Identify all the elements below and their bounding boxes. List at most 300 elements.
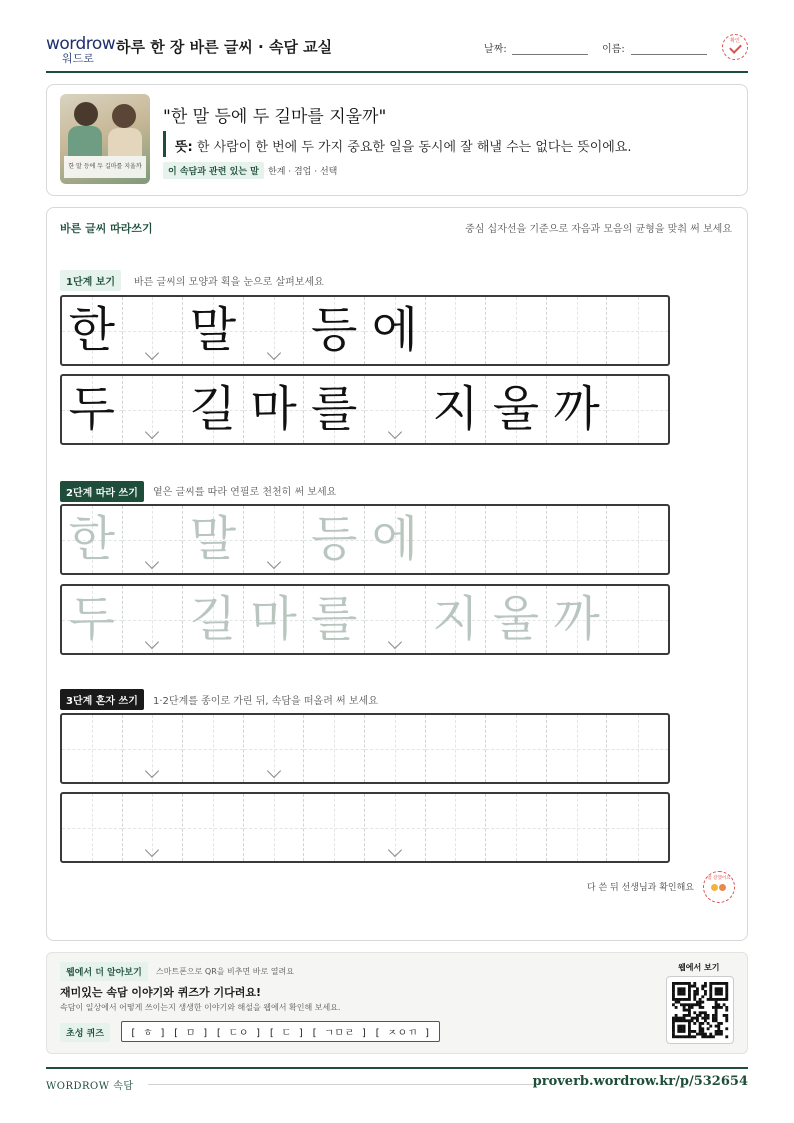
grid-cell[interactable] xyxy=(62,715,123,782)
qr-module xyxy=(701,1027,704,1030)
qr-module xyxy=(672,993,675,996)
qr-module xyxy=(712,1006,715,1009)
qr-module xyxy=(720,1033,723,1036)
qr-module xyxy=(715,1033,718,1036)
grid-cell[interactable] xyxy=(244,715,305,782)
grid-cell[interactable] xyxy=(486,715,547,782)
grid-cell xyxy=(486,376,547,443)
qr-module xyxy=(672,1022,675,1025)
qr-module xyxy=(693,1030,696,1033)
grid-cell xyxy=(244,297,305,364)
qr-module xyxy=(725,982,728,985)
grid-cell xyxy=(426,297,487,364)
grid-cell[interactable] xyxy=(547,506,608,573)
qr-module xyxy=(720,1022,723,1025)
qr-module xyxy=(696,1019,699,1022)
qr-module xyxy=(725,985,728,988)
qr-module xyxy=(717,1006,720,1009)
qr-module xyxy=(715,993,718,996)
grid-character: 까 xyxy=(553,381,600,437)
grid-cell xyxy=(244,376,305,443)
qr-module xyxy=(691,1019,694,1022)
qr-module xyxy=(696,987,699,990)
qr-module xyxy=(717,982,720,985)
qr-module xyxy=(693,990,696,993)
qr-module xyxy=(704,1017,707,1020)
qr-module xyxy=(699,1025,702,1028)
qr-module xyxy=(688,995,691,998)
qr-module xyxy=(688,1030,691,1033)
grid-cell xyxy=(62,297,123,364)
qr-module xyxy=(715,982,718,985)
qr-module xyxy=(725,1035,728,1038)
figure-head-left xyxy=(74,102,98,126)
grid-character: 길 xyxy=(189,381,237,437)
grid-cell[interactable] xyxy=(183,715,244,782)
qr-module xyxy=(709,982,712,985)
qr-module xyxy=(709,993,712,996)
qr-module xyxy=(704,993,707,996)
qr-module xyxy=(725,1027,728,1030)
qr-module xyxy=(709,987,712,990)
qr-module xyxy=(683,987,686,990)
qr-module xyxy=(704,1011,707,1014)
qr-module xyxy=(715,1011,718,1014)
grid-cell[interactable] xyxy=(365,586,426,653)
qr-module xyxy=(680,998,683,1001)
qr-module xyxy=(693,993,696,996)
grid-character: 한 xyxy=(68,302,115,358)
qr-module xyxy=(693,998,696,1001)
grid-character: 를 xyxy=(311,381,358,437)
grid-character: 를 xyxy=(311,591,358,647)
qr-module xyxy=(699,1001,702,1004)
grid-cell[interactable] xyxy=(365,794,426,861)
qr-module xyxy=(675,1001,678,1004)
grid-cell[interactable] xyxy=(607,715,668,782)
qr-module xyxy=(701,1017,704,1020)
step3-row-2[interactable] xyxy=(60,792,670,863)
qr-module xyxy=(688,990,691,993)
qr-module xyxy=(723,1014,726,1017)
grid-cell[interactable] xyxy=(547,586,608,653)
grid-cell[interactable] xyxy=(183,506,244,573)
qr-module xyxy=(683,1017,686,1020)
qr-module xyxy=(691,985,694,988)
grid-cell[interactable] xyxy=(123,715,184,782)
qr-module xyxy=(672,998,675,1001)
qr-module xyxy=(672,1017,675,1020)
grid-cell[interactable] xyxy=(62,586,123,653)
grid-character: 지 xyxy=(432,381,479,437)
qr-module xyxy=(699,1006,702,1009)
qr-module xyxy=(672,1033,675,1036)
qr-module xyxy=(685,1019,688,1022)
qr-module xyxy=(704,1014,707,1017)
grid-cell[interactable] xyxy=(304,715,365,782)
grid-cell[interactable] xyxy=(183,794,244,861)
qr-module xyxy=(688,993,691,996)
qr-module xyxy=(680,1019,683,1022)
grid-cell xyxy=(183,297,244,364)
grid-cell[interactable] xyxy=(426,715,487,782)
qr-module xyxy=(688,1033,691,1036)
header-divider xyxy=(46,71,748,73)
qr-module xyxy=(680,993,683,996)
qr-module xyxy=(701,1030,704,1033)
step1-row-1 xyxy=(60,295,670,366)
qr-module xyxy=(709,985,712,988)
grid-cell[interactable] xyxy=(304,586,365,653)
good-job-stamp-icon xyxy=(703,871,735,903)
meaning-label: 뜻: xyxy=(175,140,193,155)
grid-cell[interactable] xyxy=(486,794,547,861)
qr-module xyxy=(680,1017,683,1020)
grid-cell xyxy=(426,376,487,443)
grid-character: 에 xyxy=(371,511,418,567)
grid-character: 말 xyxy=(189,302,237,358)
qr-code-icon[interactable] xyxy=(666,976,734,1044)
qr-module xyxy=(688,1003,691,1006)
qr-module xyxy=(683,1006,686,1009)
stamp-label: 확인 xyxy=(730,38,740,44)
space-chevron-icon xyxy=(388,425,402,439)
qr-module xyxy=(677,982,680,985)
qr-module xyxy=(680,1027,683,1030)
grid-cell[interactable] xyxy=(62,794,123,861)
qr-module xyxy=(672,990,675,993)
step1-desc: 바른 글씨의 모양과 획을 눈으로 살펴보세요 xyxy=(134,277,324,288)
step2-desc: 옅은 글씨를 따라 연필로 천천히 써 보세요 xyxy=(153,487,337,498)
date-label: 날짜: xyxy=(484,44,507,55)
qr-module xyxy=(672,1030,675,1033)
space-chevron-icon xyxy=(145,425,159,439)
qr-module xyxy=(725,990,728,993)
qr-module xyxy=(699,1003,702,1006)
qr-module xyxy=(683,1014,686,1017)
qr-module xyxy=(691,1017,694,1020)
qr-module xyxy=(680,1030,683,1033)
qr-module xyxy=(717,1003,720,1006)
qr-module xyxy=(683,1025,686,1028)
qr-module xyxy=(677,1019,680,1022)
grid-cell xyxy=(304,376,365,443)
grid-cell xyxy=(304,297,365,364)
grid-cell[interactable] xyxy=(426,586,487,653)
grid-cell[interactable] xyxy=(365,506,426,573)
space-chevron-icon xyxy=(145,764,159,778)
grid-cell[interactable] xyxy=(244,586,305,653)
qr-module xyxy=(677,1001,680,1004)
qr-module xyxy=(720,993,723,996)
qr-module xyxy=(717,1025,720,1028)
step1-row-2 xyxy=(60,374,670,445)
grid-cell[interactable] xyxy=(486,586,547,653)
qr-module xyxy=(680,990,683,993)
grid-cell xyxy=(123,376,184,443)
web-desc: 속담이 일상에서 어떻게 쓰이는지 생생한 이야기와 해설을 웹에서 확인해 보세요. xyxy=(60,1003,341,1012)
qr-module xyxy=(701,987,704,990)
qr-module xyxy=(675,1006,678,1009)
space-chevron-icon xyxy=(267,764,281,778)
qr-module xyxy=(688,1014,691,1017)
qr-module xyxy=(683,982,686,985)
qr-module xyxy=(715,1019,718,1022)
grid-character: 지 xyxy=(432,591,479,647)
qr-module xyxy=(696,1017,699,1020)
qr-module xyxy=(685,1003,688,1006)
qr-module xyxy=(717,1027,720,1030)
grid-character: 한 xyxy=(68,511,115,567)
qr-module xyxy=(672,1019,675,1022)
qr-module xyxy=(685,1035,688,1038)
qr-module xyxy=(701,1011,704,1014)
qr-module xyxy=(704,1035,707,1038)
qr-module xyxy=(693,982,696,985)
stamp-bottom-label: 참 잘했어요 xyxy=(707,876,731,881)
qr-module xyxy=(683,990,686,993)
qr-module xyxy=(707,1022,710,1025)
qr-module xyxy=(683,1035,686,1038)
qr-module xyxy=(683,1003,686,1006)
grid-cell[interactable] xyxy=(365,715,426,782)
grid-character: 등 xyxy=(311,511,358,567)
qr-module xyxy=(715,1001,718,1004)
space-chevron-icon xyxy=(267,346,281,360)
grid-cell[interactable] xyxy=(426,794,487,861)
qr-module xyxy=(691,1003,694,1006)
space-chevron-icon xyxy=(145,555,159,569)
qr-module xyxy=(680,1003,683,1006)
grid-character: 울 xyxy=(492,591,540,647)
grid-character: 마 xyxy=(250,591,297,647)
qr-module xyxy=(683,993,686,996)
web-title: 재미있는 속담 이야기와 퀴즈가 기다려요! xyxy=(60,986,261,999)
qr-module xyxy=(699,1033,702,1036)
qr-module xyxy=(717,990,720,993)
grid-cell[interactable] xyxy=(183,586,244,653)
qr-module xyxy=(672,985,675,988)
qr-module xyxy=(672,987,675,990)
qr-module xyxy=(699,1030,702,1033)
qr-module xyxy=(717,1022,720,1025)
qr-module xyxy=(717,987,720,990)
qr-module xyxy=(696,1033,699,1036)
qr-module xyxy=(725,1017,728,1020)
practice-note: 중심 십자선을 기준으로 자음과 모음의 균형을 맞춰 써 보세요 xyxy=(465,224,732,235)
grid-cell[interactable] xyxy=(304,794,365,861)
grid-character: 길 xyxy=(189,591,237,647)
qr-module xyxy=(677,987,680,990)
qr-module xyxy=(688,982,691,985)
qr-module xyxy=(725,1014,728,1017)
qr-module xyxy=(704,1033,707,1036)
thumb-caption: 한 말 등에 두 길마를 지울까 xyxy=(64,156,146,178)
qr-module xyxy=(677,990,680,993)
grid-cell xyxy=(365,376,426,443)
qr-module xyxy=(677,1035,680,1038)
grid-character: 말 xyxy=(189,511,237,567)
practice-title: 바른 글씨 따라쓰기 xyxy=(60,222,153,235)
step2-row-1[interactable] xyxy=(60,504,670,575)
qr-module xyxy=(688,1035,691,1038)
qr-module xyxy=(672,1025,675,1028)
qr-module xyxy=(725,995,728,998)
qr-module xyxy=(720,1006,723,1009)
grid-character: 두 xyxy=(68,381,115,437)
grid-cell[interactable] xyxy=(244,794,305,861)
qr-module xyxy=(677,1030,680,1033)
grid-cell[interactable] xyxy=(62,506,123,573)
qr-module xyxy=(683,998,686,1001)
grid-character: 마 xyxy=(250,381,297,437)
qr-module xyxy=(688,998,691,1001)
kid-face-right-icon xyxy=(719,884,726,891)
qr-module xyxy=(675,1017,678,1020)
qr-module xyxy=(691,1006,694,1009)
qr-module xyxy=(693,1003,696,1006)
qr-module xyxy=(704,990,707,993)
qr-module xyxy=(704,985,707,988)
qr-module xyxy=(672,1027,675,1030)
qr-label: 웹에서 보기 xyxy=(678,963,720,972)
grid-character: 에 xyxy=(371,302,418,358)
grid-cell[interactable] xyxy=(123,794,184,861)
qr-module xyxy=(723,998,726,1001)
grid-cell[interactable] xyxy=(607,794,668,861)
qr-module xyxy=(680,987,683,990)
qr-module xyxy=(707,998,710,1001)
grid-cell[interactable] xyxy=(123,586,184,653)
grid-cell[interactable] xyxy=(607,586,668,653)
grid-cell xyxy=(62,376,123,443)
web-tag[interactable]: 웹에서 더 알아보기 xyxy=(60,962,148,981)
qr-module xyxy=(683,1030,686,1033)
qr-module xyxy=(715,987,718,990)
quiz-tag: 초성 퀴즈 xyxy=(60,1023,110,1042)
qr-module xyxy=(693,995,696,998)
qr-module xyxy=(701,1035,704,1038)
qr-module xyxy=(699,1027,702,1030)
qr-module xyxy=(715,1009,718,1012)
qr-module xyxy=(725,1006,728,1009)
qr-module xyxy=(685,1014,688,1017)
grid-cell[interactable] xyxy=(426,506,487,573)
footer-url[interactable]: proverb.wordrow.kr/p/532654 xyxy=(532,1074,748,1089)
web-subtext: 스마트폰으로 QR을 비추면 바로 열려요 xyxy=(156,967,294,976)
qr-module xyxy=(701,985,704,988)
qr-module xyxy=(683,1019,686,1022)
qr-module xyxy=(715,1017,718,1020)
qr-module xyxy=(720,987,723,990)
qr-module xyxy=(677,1027,680,1030)
step3-row-1[interactable] xyxy=(60,713,670,784)
qr-module xyxy=(709,998,712,1001)
qr-module xyxy=(688,1006,691,1009)
qr-module xyxy=(675,1014,678,1017)
qr-module xyxy=(699,1014,702,1017)
qr-module xyxy=(720,982,723,985)
grid-cell xyxy=(486,297,547,364)
qr-module xyxy=(680,982,683,985)
qr-module xyxy=(707,1014,710,1017)
qr-module xyxy=(688,985,691,988)
qr-module xyxy=(717,1033,720,1036)
grid-cell[interactable] xyxy=(547,794,608,861)
qr-module xyxy=(709,1025,712,1028)
qr-module xyxy=(693,1035,696,1038)
qr-module xyxy=(688,1022,691,1025)
grid-cell[interactable] xyxy=(244,506,305,573)
qr-module xyxy=(712,982,715,985)
qr-module xyxy=(725,987,728,990)
figure-head-right xyxy=(112,104,136,128)
space-chevron-icon xyxy=(145,635,159,649)
qr-module xyxy=(696,1014,699,1017)
grid-cell xyxy=(183,376,244,443)
qr-module xyxy=(675,982,678,985)
qr-module xyxy=(696,1003,699,1006)
qr-module xyxy=(696,1001,699,1004)
grid-cell xyxy=(547,297,608,364)
step2-row-2[interactable] xyxy=(60,584,670,655)
qr-module xyxy=(688,987,691,990)
qr-module xyxy=(675,1019,678,1022)
grid-cell[interactable] xyxy=(486,506,547,573)
qr-module xyxy=(683,1009,686,1012)
qr-module xyxy=(715,1030,718,1033)
grid-cell[interactable] xyxy=(607,506,668,573)
qr-module xyxy=(712,1019,715,1022)
footer-brand: WORDROW 속담 xyxy=(46,1081,134,1092)
qr-module xyxy=(712,998,715,1001)
step1-badge: 1단계 보기 xyxy=(60,270,121,291)
qr-module xyxy=(717,993,720,996)
grid-cell[interactable] xyxy=(304,506,365,573)
qr-module xyxy=(688,1027,691,1030)
qr-module xyxy=(680,1035,683,1038)
qr-module xyxy=(715,1014,718,1017)
qr-module xyxy=(691,1035,694,1038)
qr-module xyxy=(693,1022,696,1025)
qr-module xyxy=(701,1033,704,1036)
grid-cell[interactable] xyxy=(547,715,608,782)
qr-module xyxy=(709,990,712,993)
proverb-title: "한 말 등에 두 길마를 지울까" xyxy=(163,107,387,127)
qr-module xyxy=(715,1003,718,1006)
qr-module xyxy=(717,998,720,1001)
qr-module xyxy=(717,1030,720,1033)
grid-cell xyxy=(607,376,668,443)
grid-cell xyxy=(123,297,184,364)
figure-body-left xyxy=(68,126,102,156)
qr-module xyxy=(715,998,718,1001)
qr-module xyxy=(725,998,728,1001)
qr-module xyxy=(693,1011,696,1014)
meaning-text: 한 사람이 한 번에 두 가지 중요한 일을 동시에 잘 해낼 수는 없다는 뜻이에요. xyxy=(196,140,632,155)
name-field[interactable] xyxy=(631,53,707,55)
related-words-tag: 이 속담과 관련 있는 말 xyxy=(163,162,264,179)
related-words: 한계 · 겸업 · 선택 xyxy=(268,167,338,177)
date-field[interactable] xyxy=(512,53,588,55)
qr-module xyxy=(677,1025,680,1028)
qr-module xyxy=(704,982,707,985)
qr-module xyxy=(699,998,702,1001)
qr-module xyxy=(688,1011,691,1014)
logo-subtext: 워드로 xyxy=(62,52,94,65)
qr-module xyxy=(675,1035,678,1038)
grid-cell[interactable] xyxy=(123,506,184,573)
